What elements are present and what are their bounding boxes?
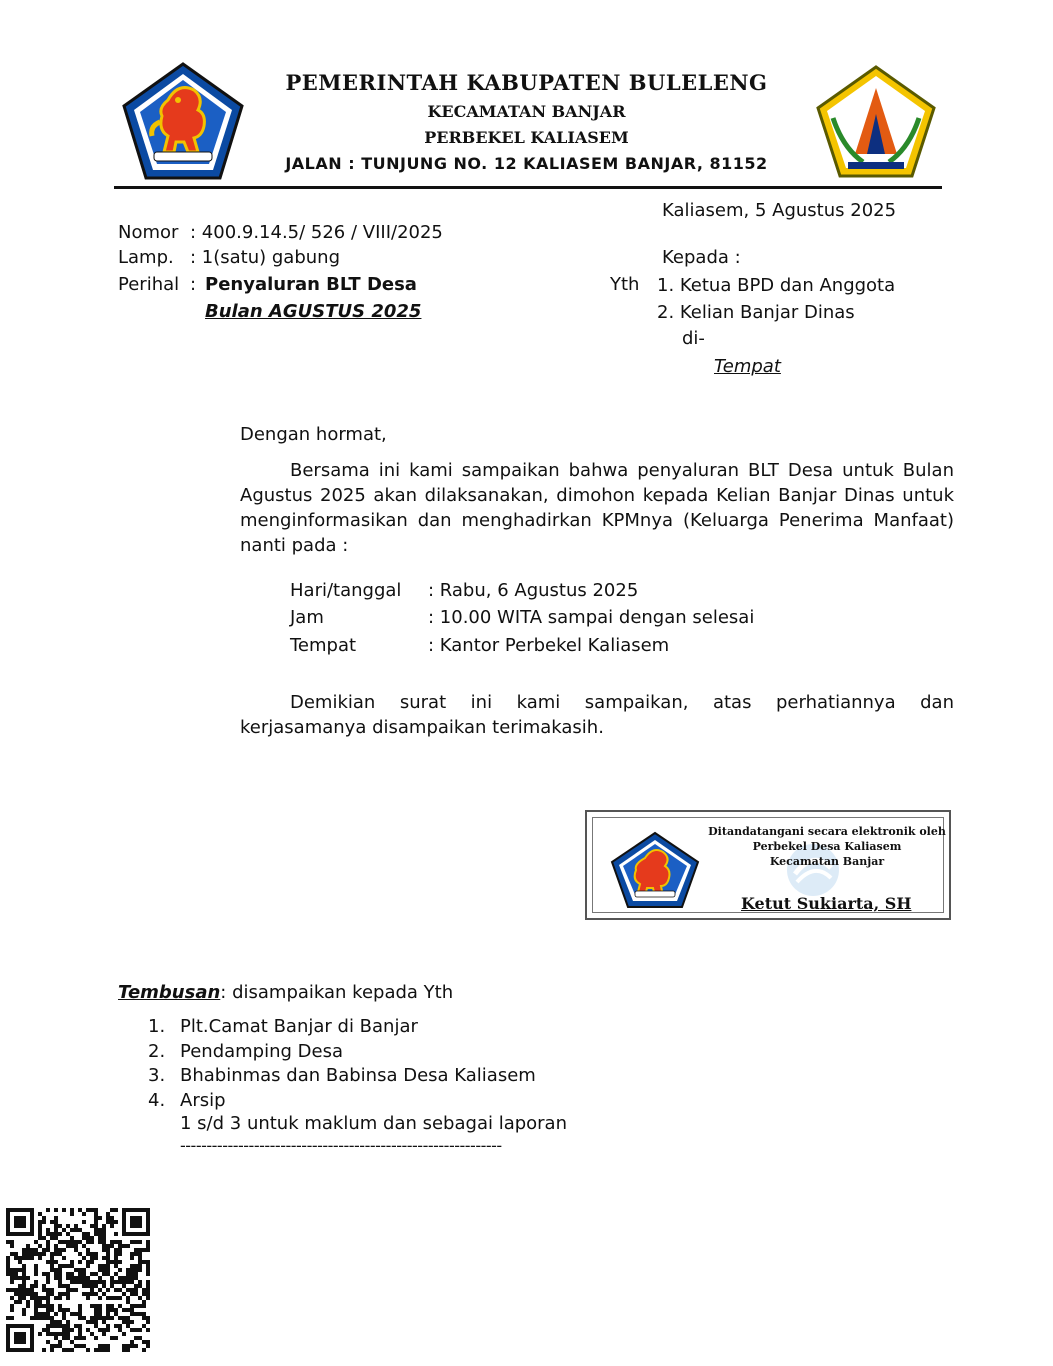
yth-label: Yth — [610, 274, 640, 295]
signer-name: Ketut Sukiarta, SH — [741, 894, 912, 913]
detail-label: Hari/tanggal — [290, 580, 402, 601]
body-paragraph: Bersama ini kami sampaikan bahwa penyaluran BLT Desa untuk Bulan Agustus 2025 akan dilaksanakan, dimohon kepada Kelian Banjar Dinas untuk menginformasikan dan menghadirkan KPMnya (Keluarga Penerima Manfaat) nanti pada : — [240, 460, 954, 556]
kepada-label: Kepada : — [662, 247, 741, 268]
detail-label: Tempat — [290, 635, 357, 656]
signature-logo-icon — [609, 830, 701, 910]
letterhead-address: JALAN : TUNJUNG NO. 12 KALIASEM BANJAR, 81152 — [285, 154, 768, 173]
lamp-label: Lamp. — [118, 247, 174, 268]
letterhead-kecamatan: KECAMATAN BANJAR — [427, 102, 626, 121]
letterhead-title: PEMERINTAH KABUPATEN BULELENG — [285, 70, 768, 95]
nomor-label: Nomor — [118, 222, 179, 243]
tembusan-label: Tembusan — [118, 982, 221, 1003]
list-item: 1. Plt.Camat Banjar di Banjar — [148, 1016, 418, 1037]
signature-caption: Ditandatangani secara elektronik oleh — [708, 825, 946, 838]
logo-desa-kaliasem-right — [815, 64, 937, 180]
detail-value: : Rabu, 6 Agustus 2025 — [428, 580, 639, 601]
electronic-signature-box — [585, 810, 951, 920]
list-item: 3. Bhabinmas dan Babinsa Desa Kaliasem — [148, 1065, 536, 1086]
recipient-item: 1. Ketua BPD dan Anggota — [657, 275, 896, 296]
letterhead-divider — [114, 186, 942, 189]
signature-caption: Perbekel Desa Kaliasem — [752, 840, 902, 853]
tembusan-list — [148, 1015, 536, 1113]
list-item: 4. Arsip — [148, 1089, 226, 1111]
detail-label: Jam — [290, 607, 324, 628]
perihal-label: Perihal — [118, 274, 180, 295]
place-date: Kaliasem, 5 Agustus 2025 — [662, 200, 897, 221]
detail-value: : Kantor Perbekel Kaliasem — [428, 635, 670, 656]
tembusan-note: 1 s/d 3 untuk maklum dan sebagai laporan — [180, 1113, 567, 1134]
perihal-value: Penyaluran BLT Desa — [205, 274, 417, 295]
tembusan-heading — [118, 982, 453, 1003]
recipient-item: 2. Kelian Banjar Dinas — [657, 302, 855, 323]
dashed-separator: ------------------------------------------------------------- — [180, 1136, 502, 1155]
nomor-value: : 400.9.14.5/ 526 / VIII/2025 — [190, 222, 443, 243]
closing-paragraph: Demikian surat ini kami sampaikan, atas perhatiannya dan kerjasamanya disampaikan terimakasih. — [240, 692, 954, 738]
qr-code-icon — [6, 1208, 150, 1352]
lamp-value: : 1(satu) gabung — [190, 247, 341, 268]
recipient-di: di- — [682, 328, 705, 349]
signature-caption: Kecamatan Banjar — [769, 855, 885, 868]
greeting: Dengan hormat, — [240, 424, 387, 445]
recipient-tempat: Tempat — [714, 356, 781, 377]
perihal-colon: : — [190, 274, 197, 295]
perihal-value-month: Bulan AGUSTUS 2025 — [205, 301, 422, 322]
list-item: 2. Pendamping Desa — [148, 1040, 344, 1062]
tembusan-rest: : disampaikan kepada Yth — [220, 982, 454, 1003]
detail-value: : 10.00 WITA sampai dengan selesai — [428, 607, 755, 628]
letterhead-perbekel: PERBEKEL KALIASEM — [424, 128, 629, 147]
